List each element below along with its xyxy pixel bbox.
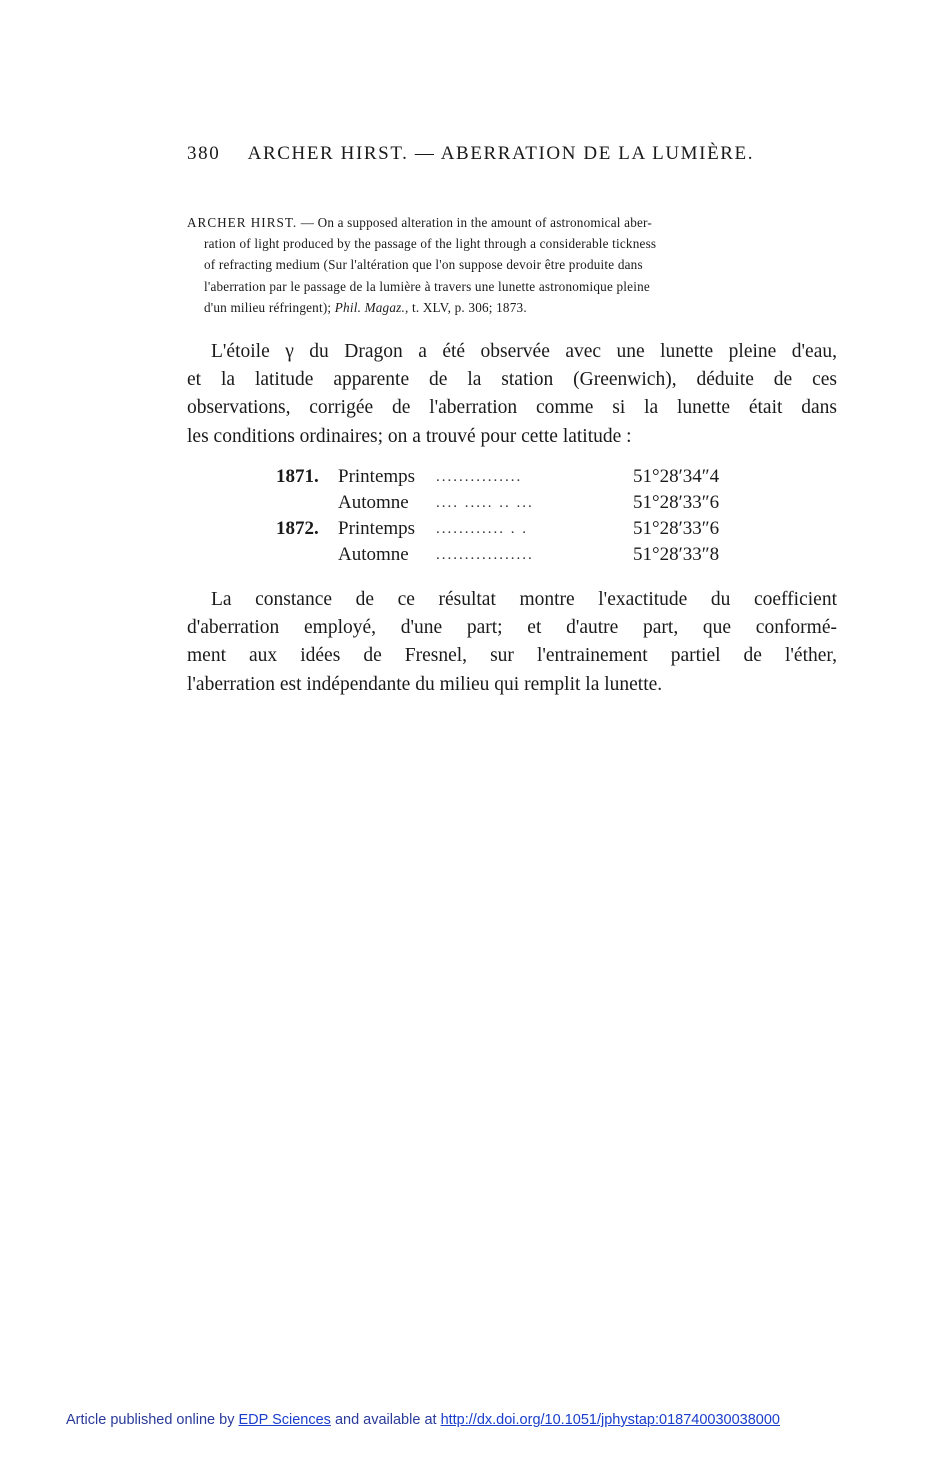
row-season: Printemps bbox=[338, 466, 416, 487]
reference-text: — On a supposed alteration in the amount of astronomical aber- bbox=[300, 215, 652, 230]
reference-line-4: l'aberration par le passage de la lumière à travers une lunette astronomique pleine bbox=[204, 278, 650, 294]
paragraph-line: d'aberration employé, d'une part; et d'autre part, que conformé- bbox=[187, 617, 837, 639]
paragraph-line: observations, corrigée de l'aberration comme si la lunette était dans bbox=[187, 397, 837, 419]
row-year: 1871. bbox=[276, 466, 319, 487]
publication-footer bbox=[66, 1412, 780, 1428]
reference-citation: t. XLV, p. 306; 1873. bbox=[411, 299, 527, 315]
reference-line-5 bbox=[187, 297, 837, 318]
page-number: 380 bbox=[187, 143, 221, 164]
table-row bbox=[276, 542, 746, 568]
reference-author: ARCHER HIRST. bbox=[187, 215, 298, 230]
reference-line-1 bbox=[187, 212, 837, 233]
latitude-table bbox=[276, 464, 746, 568]
paragraph-line: les conditions ordinaires; on a trouvé pour cette latitude : bbox=[187, 425, 632, 447]
bibliographic-reference bbox=[187, 212, 837, 318]
row-value: 51°28′34″4 bbox=[633, 466, 720, 487]
paragraph-line: ment aux idées de Fresnel, sur l'entrainement partiel de l'éther, bbox=[187, 645, 837, 667]
row-value: 51°28′33″6 bbox=[633, 492, 720, 513]
paragraph-conclusion bbox=[187, 586, 837, 699]
paragraph-line: La constance de ce résultat montre l'exactitude du coefficient bbox=[211, 589, 837, 610]
row-value: 51°28′33″8 bbox=[633, 544, 720, 565]
row-leader: ............ . . bbox=[436, 521, 528, 537]
row-leader: ................. bbox=[436, 547, 534, 563]
doi-link[interactable]: http://dx.doi.org/10.1051/jphystap:018740030038000 bbox=[440, 1412, 780, 1428]
paragraph-line: L'étoile γ du Dragon a été observée avec une lunette pleine d'eau, bbox=[211, 341, 837, 362]
row-season: Automne bbox=[338, 492, 409, 513]
journal-name: Phil. Magaz., bbox=[334, 299, 409, 315]
reference-line-2: ration of light produced by the passage of the light through a considerable tickness bbox=[204, 236, 657, 252]
footer-prefix: Article published online by bbox=[66, 1412, 235, 1428]
footer-middle: and available at bbox=[334, 1412, 437, 1428]
reference-text-end: d'un milieu réfringent); bbox=[204, 299, 332, 315]
table-row bbox=[276, 516, 746, 542]
running-title: ARCHER HIRST. — ABERRATION DE LA LUMIÈRE. bbox=[247, 143, 755, 164]
paragraph-line: et la latitude apparente de la station (Greenwich), déduite de ces bbox=[187, 369, 837, 391]
row-leader: .... ..... .. ... bbox=[436, 495, 534, 511]
running-header bbox=[187, 143, 827, 165]
row-value: 51°28′33″6 bbox=[633, 518, 720, 539]
publisher-link[interactable]: EDP Sciences bbox=[238, 1412, 331, 1428]
table-row bbox=[276, 464, 746, 490]
paragraph-line: l'aberration est indépendante du milieu qui remplit la lunette. bbox=[187, 673, 663, 695]
reference-line-3: of refracting medium (Sur l'altération que l'on suppose devoir être produite dans bbox=[204, 257, 643, 273]
row-season: Automne bbox=[338, 544, 409, 565]
row-year: 1872. bbox=[276, 518, 319, 539]
paragraph-observation bbox=[187, 338, 837, 451]
table-row bbox=[276, 490, 746, 516]
row-season: Printemps bbox=[338, 518, 416, 539]
row-leader: ............... bbox=[436, 469, 523, 485]
